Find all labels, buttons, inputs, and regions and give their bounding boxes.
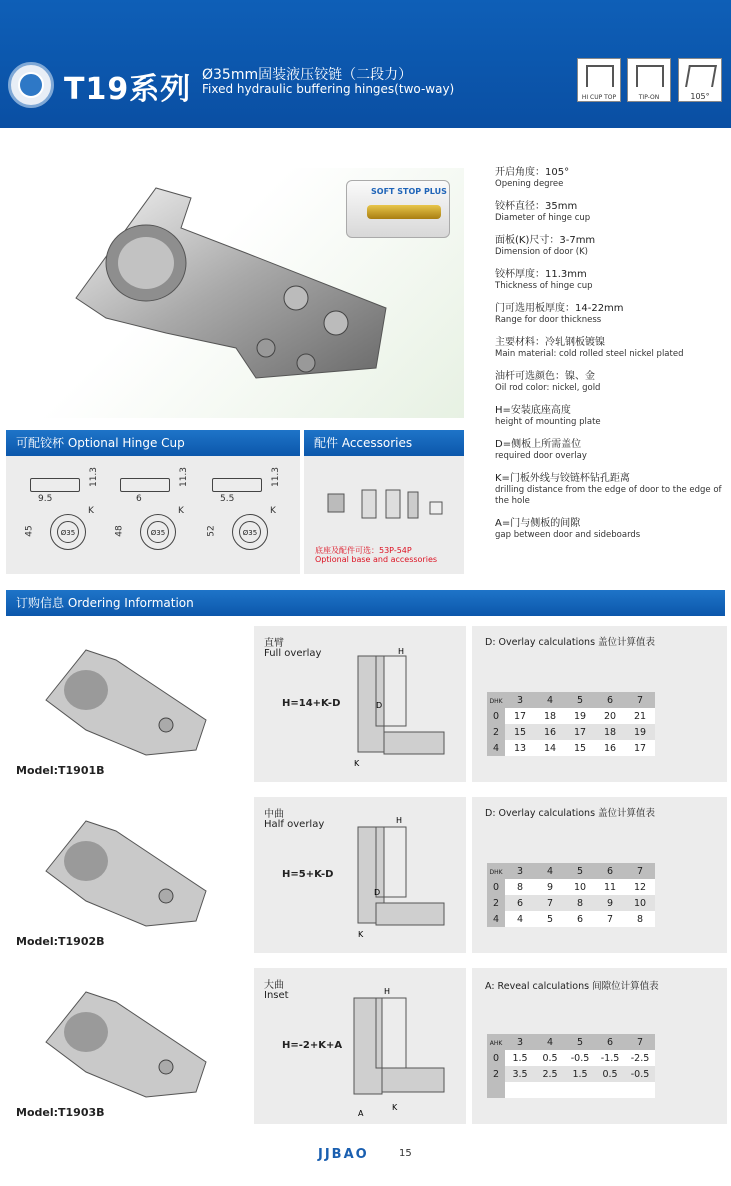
- table-row: 4 4 5 6 7 8: [487, 911, 655, 927]
- hinge-type-cn: 中曲: [264, 809, 284, 820]
- table-col-header: 5: [565, 1034, 595, 1050]
- page-header: [0, 0, 731, 128]
- hinge-type-cn: 大曲: [264, 980, 284, 991]
- footer-brand-logo: JJBAO: [318, 1147, 369, 1162]
- table-col-header: 5: [565, 692, 595, 708]
- model-row-t1901b: [6, 626, 725, 786]
- installation-diagram: [346, 984, 456, 1124]
- table-row: 2 3.5 2.5 1.5 0.5 -0.5: [487, 1066, 655, 1082]
- svg-text:D: D: [374, 888, 381, 897]
- hicup-top-icon: HI CUP TOP: [577, 58, 621, 102]
- overlay-calc-table: [487, 863, 655, 927]
- spec-item: 面板(K)尺寸：3-7mm Dimension of door (K): [495, 235, 596, 257]
- series-title: T19系列: [64, 72, 192, 107]
- hinge-photo-t1902b: [26, 811, 216, 931]
- table-row: 4 13 14 15 16 17: [487, 740, 655, 756]
- table-corner: DHK: [487, 692, 505, 708]
- calc-table-title: D: Overlay calculations 盖位计算值表: [485, 808, 656, 819]
- hinge-type-en: Half overlay: [264, 819, 325, 830]
- spec-item: K=门板外线与铰链杯钻孔距离 drilling distance from the edge of door to the edge of the hole: [495, 473, 722, 506]
- accessories-note-cn: 底座及配件可选：53P-54P: [315, 546, 412, 555]
- spec-item: H=安装底座高度 height of mounting plate: [495, 405, 601, 427]
- svg-text:H: H: [384, 987, 391, 996]
- optional-hinge-cup-heading: 可配铰杯 Optional Hinge Cup: [6, 430, 300, 456]
- model-number: Model:T1902B: [16, 935, 105, 948]
- tip-on-icon: TIP-ON: [627, 58, 671, 102]
- table-row: 0 1.5 0.5 -0.5 -1.5 -2.5: [487, 1050, 655, 1066]
- table-col-header: 3: [505, 692, 535, 708]
- height-formula: H=14+K-D: [282, 698, 341, 709]
- hinge-photo-t1901b: [26, 640, 216, 760]
- spec-item: 门可选用板厚度：14-22mm Range for door thickness: [495, 303, 624, 325]
- table-row: [487, 1082, 655, 1098]
- reveal-calc-table: [487, 1034, 655, 1098]
- page-number: 15: [399, 1148, 412, 1159]
- table-col-header: 3: [505, 863, 535, 879]
- height-formula: H=-2+K+A: [282, 1040, 343, 1051]
- spec-item: D=侧板上所需盖位 required door overlay: [495, 439, 587, 461]
- svg-text:D: D: [376, 701, 383, 710]
- accessories-illustration: [320, 484, 450, 528]
- svg-text:K: K: [392, 1103, 398, 1112]
- table-col-header: 3: [505, 1034, 535, 1050]
- series-subtitle-cn: Ø35mm固装液压铰链（二段力）: [202, 67, 413, 83]
- opening-105-icon: 105°: [678, 58, 722, 102]
- model-row-t1902b: [6, 797, 725, 957]
- table-row: 0 8 9 10 11 12: [487, 879, 655, 895]
- calc-table-title: D: Overlay calculations 盖位计算值表: [485, 637, 656, 648]
- table-col-header: 4: [535, 863, 565, 879]
- table-row: 2 15 16 17 18 19: [487, 724, 655, 740]
- spec-item: 开启角度：105° Opening degree: [495, 167, 570, 189]
- height-formula: H=5+K-D: [282, 869, 334, 880]
- installation-diagram: [346, 813, 456, 953]
- table-row: 0 17 18 19 20 21: [487, 708, 655, 724]
- svg-text:H: H: [396, 816, 403, 825]
- spec-item: 铰杯厚度：11.3mm Thickness of hinge cup: [495, 269, 593, 291]
- table-col-header: 7: [625, 863, 655, 879]
- accessories-heading: 配件 Accessories: [304, 430, 464, 456]
- table-col-header: 6: [595, 692, 625, 708]
- hinge-type-cn: 直臂: [264, 638, 284, 649]
- ordering-information-heading: 订购信息 Ordering Information: [6, 590, 725, 616]
- brand-logo-icon: [8, 62, 54, 108]
- table-row: 2 6 7 8 9 10: [487, 895, 655, 911]
- spec-item: 油杆可选颜色：镍、金 Oil rod color: nickel, gold: [495, 371, 601, 393]
- table-corner: DHK: [487, 863, 505, 879]
- hinge-cup-drawing: 11.3 6 K 48 Ø35: [120, 470, 204, 570]
- svg-text:A: A: [358, 1109, 364, 1118]
- spec-item: A=门与侧板的间隙 gap between door and sideboards: [495, 518, 641, 540]
- installation-diagram: [346, 642, 456, 782]
- hinge-cup-drawing: 11.3 9.5 K 45 Ø35: [30, 470, 114, 570]
- spec-item: 主要材料：冷轧钢板镀镍 Main material: cold rolled steel nickel plated: [495, 337, 684, 359]
- hinge-type-en: Full overlay: [264, 648, 322, 659]
- calc-table-title: A: Reveal calculations 间隙位计算值表: [485, 981, 659, 992]
- spec-item: 铰杯直径：35mm Diameter of hinge cup: [495, 201, 591, 223]
- series-subtitle-en: Fixed hydraulic buffering hinges(two-way): [202, 82, 455, 96]
- svg-text:H: H: [398, 647, 405, 656]
- table-col-header: 7: [625, 1034, 655, 1050]
- soft-stop-plus-badge: SOFT STOP PLUS: [346, 180, 450, 238]
- table-col-header: 4: [535, 692, 565, 708]
- svg-text:K: K: [354, 759, 360, 768]
- table-col-header: 4: [535, 1034, 565, 1050]
- table-col-header: 5: [565, 863, 595, 879]
- svg-text:K: K: [358, 930, 364, 939]
- accessories-note-en: Optional base and accessories: [315, 555, 438, 564]
- hinge-cup-drawing: 11.3 5.5 K 52 Ø35: [212, 470, 296, 570]
- model-number: Model:T1901B: [16, 764, 105, 777]
- table-corner: AHK: [487, 1034, 505, 1050]
- overlay-calc-table: [487, 692, 655, 756]
- specifications-list: [495, 166, 727, 551]
- table-col-header: 6: [595, 863, 625, 879]
- hinge-type-en: Inset: [264, 990, 289, 1001]
- table-col-header: 6: [595, 1034, 625, 1050]
- model-number: Model:T1903B: [16, 1106, 105, 1119]
- hinge-photo-t1903b: [26, 982, 216, 1102]
- model-row-t1903b: [6, 968, 725, 1128]
- table-col-header: 7: [625, 692, 655, 708]
